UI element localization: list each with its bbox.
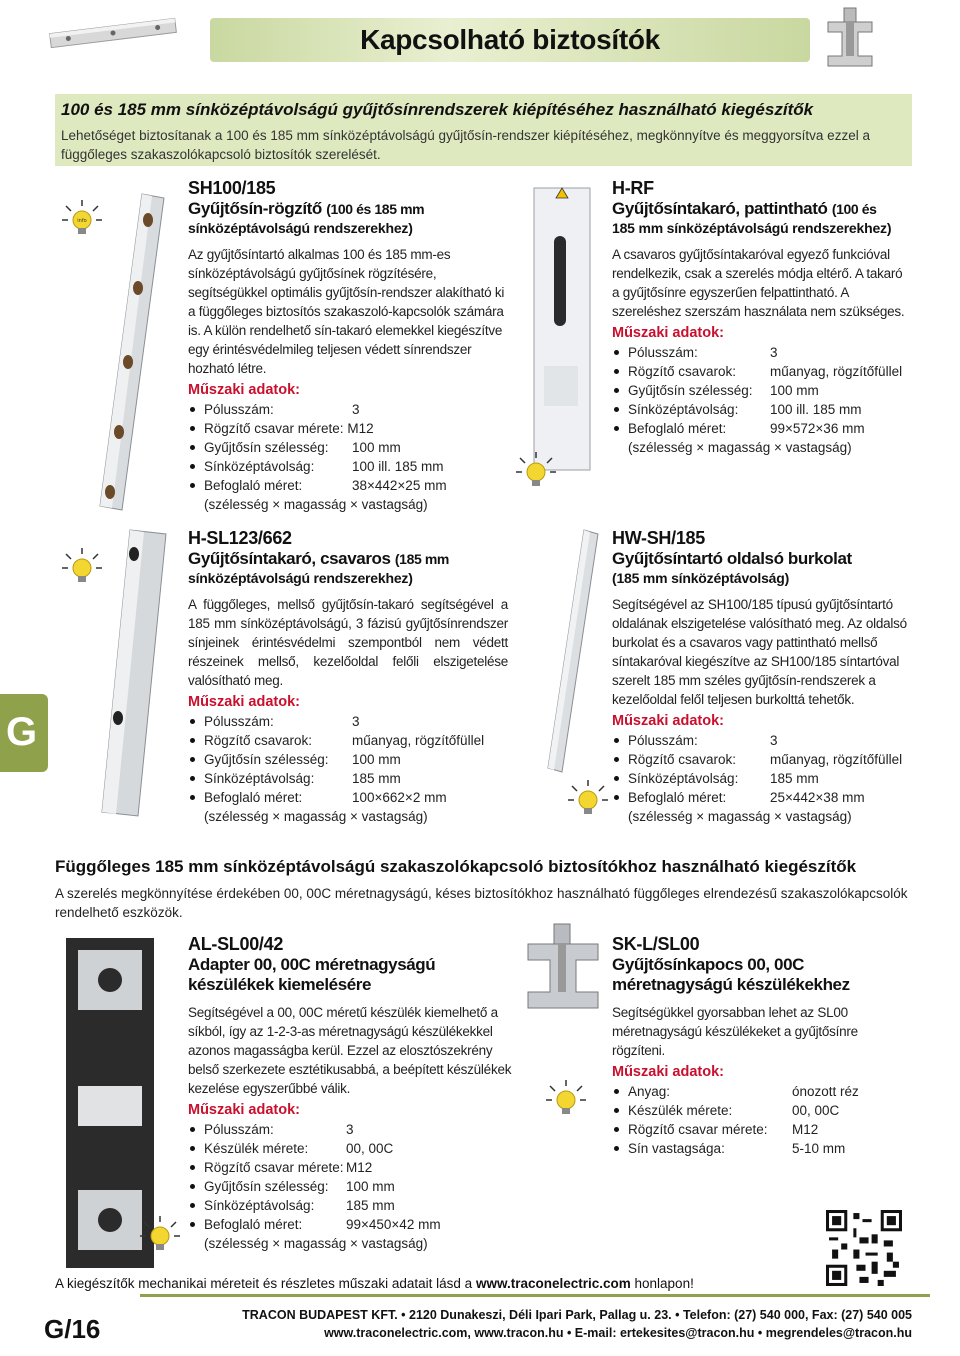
section-2 bbox=[55, 856, 912, 922]
spec-item: Sín vastagsága: 5-10 mm bbox=[612, 1139, 912, 1158]
spec-item: Pólusszám: 3 bbox=[188, 400, 508, 419]
spec-item: Rögzítő csavar mérete: M12 bbox=[188, 419, 508, 438]
product-name: Gyűjtősínkapocs 00, 00C méretnagyságú készülékekhez bbox=[612, 955, 850, 994]
spec-item: Gyűjtősín szélesség: 100 mm bbox=[188, 1177, 514, 1196]
product-subtitle: sínközéptávolságú rendszerekhez) bbox=[188, 570, 413, 586]
tech-data-label: Műszaki adatok: bbox=[188, 694, 300, 710]
product-code: AL-SL00/42 bbox=[188, 934, 284, 954]
alsl-block bbox=[188, 934, 514, 1253]
product-description: A csavaros gyűjtősíntakaróval egyező funkcióval rendelkezik, csak a szerelés módja eltérő. A takaró a gyűjtősínre egyszerűen felpattintható. A szereléshez szerszám használata nem szükséges. bbox=[612, 247, 905, 319]
spec-item: Sínközéptávolság: 100 ill. 185 mm bbox=[612, 400, 912, 419]
product-subtitle: 185 mm sínközéptávolságú rendszerekhez) bbox=[612, 220, 892, 236]
hwsh-block bbox=[612, 528, 912, 826]
spec-item: Anyag: ónozott réz bbox=[612, 1082, 912, 1101]
spec-item: Befoglaló méret: 100×662×2 mm bbox=[188, 788, 508, 807]
product-code: H-RF bbox=[612, 178, 654, 198]
lightbulb-icon bbox=[514, 450, 558, 490]
product-name: Gyűjtősíntakaró, pattintható (100 és bbox=[612, 199, 877, 218]
tech-data-label: Műszaki adatok: bbox=[612, 325, 724, 341]
spec-list bbox=[612, 1082, 912, 1158]
product-name bbox=[188, 199, 508, 219]
qr-code bbox=[826, 1210, 902, 1286]
intro-box bbox=[55, 94, 912, 166]
hsl-block bbox=[188, 528, 508, 826]
tech-data-label: Műszaki adatok: bbox=[612, 1064, 724, 1080]
hsl-product-image bbox=[96, 528, 172, 818]
hrf-block bbox=[612, 178, 912, 457]
hrf-product-image bbox=[530, 186, 594, 472]
product-code: HW-SH/185 bbox=[612, 528, 705, 548]
product-name: Gyűjtősíntakaró, csavaros (185 mm bbox=[188, 549, 449, 568]
lightbulb-icon bbox=[544, 1078, 588, 1118]
spec-item: Sínközéptávolság: 185 mm bbox=[612, 769, 912, 788]
hwsh-product-image bbox=[540, 528, 604, 774]
tech-data-label: Műszaki adatok: bbox=[188, 1102, 300, 1118]
title-bar bbox=[210, 18, 810, 62]
product-description: Segítségével a 00, 00C méretű készülék kiemelhető a síkból, így az 1-2-3-as méretnagyságú készülékekkel azonos magasságba kerül. Ezzel az elosztószekrény belső szerkezete esztétikusabbá, a beépített készülékek kezelése egyszerűbbé válik. bbox=[188, 1005, 512, 1096]
spec-item: Pólusszám: 3 bbox=[188, 1120, 514, 1139]
section-tab-letter: G bbox=[6, 710, 38, 754]
page-number: G/16 bbox=[44, 1314, 101, 1344]
product-code: SK-L/SL00 bbox=[612, 934, 700, 954]
spec-list bbox=[188, 1120, 514, 1253]
product-name: Gyűjtősíntartó oldalsó burkolat bbox=[612, 549, 852, 568]
rail-illustration bbox=[47, 12, 179, 54]
dimension-note: (szélesség × magasság × vastagság) bbox=[204, 809, 428, 824]
tech-data-label: Műszaki adatok: bbox=[612, 713, 724, 729]
product-name-text: Gyűjtősín-rögzítő bbox=[188, 199, 322, 218]
spec-item: Pólusszám: 3 bbox=[188, 712, 508, 731]
spec-list bbox=[612, 343, 912, 457]
dimension-note: (szélesség × magasság × vastagság) bbox=[628, 809, 852, 824]
spec-item: Befoglaló méret: 99×572×36 mm bbox=[612, 419, 912, 438]
product-description: Segítségével az SH100/185 típusú gyűjtősíntartó oldalának elszigetelése valósítható meg. Az oldalsó burkolat és a csavaros vagy pattintható mellső síntakaróval kiegészítve az SH100/185 síntartóval szerelt 185 mm széles gyűjtősín-rendszerek a kezelőoldal felől teljesen burkolttá tehetők. bbox=[612, 597, 907, 707]
spec-item: Rögzítő csavar mérete: M12 bbox=[612, 1120, 912, 1139]
spec-item: Készülék mérete: 00, 00C bbox=[188, 1139, 514, 1158]
spec-item: Rögzítő csavarok: műanyag, rögzítőfüllel bbox=[188, 731, 508, 750]
spec-item: Sínközéptávolság: 185 mm bbox=[188, 769, 508, 788]
section-tab bbox=[0, 694, 48, 772]
skl-block bbox=[612, 934, 912, 1158]
spec-item: Gyűjtősín szélesség: 100 mm bbox=[612, 381, 912, 400]
lightbulb-icon bbox=[566, 778, 610, 818]
company-contacts: www.traconelectric.com, www.tracon.hu • E-mail: ertekesites@tracon.hu • megrendeles@tracon.hu bbox=[324, 1326, 912, 1340]
footer-rule bbox=[140, 1294, 930, 1297]
product-code: SH100/185 bbox=[188, 178, 276, 198]
spec-item: Befoglaló méret: 38×442×25 mm bbox=[188, 476, 508, 495]
dimension-note: (szélesség × magasság × vastagság) bbox=[204, 1236, 428, 1251]
lightbulb-icon bbox=[138, 1214, 182, 1254]
page-title: Kapcsolható biztosítók bbox=[360, 24, 660, 55]
skl-product-image bbox=[518, 922, 608, 1022]
dimension-note: (szélesség × magasság × vastagság) bbox=[204, 497, 428, 512]
spec-item: Rögzítő csavar mérete: M12 bbox=[188, 1158, 514, 1177]
dimension-note: (szélesség × magasság × vastagság) bbox=[628, 440, 852, 455]
spec-item: Gyűjtősín szélesség: 100 mm bbox=[188, 750, 508, 769]
spec-item: Gyűjtősín szélesség: 100 mm bbox=[188, 438, 508, 457]
spec-item: Befoglaló méret: 99×450×42 mm bbox=[188, 1215, 514, 1234]
product-description: A függőleges, mellső gyűjtősín-takaró segítségével a 185 mm sínközéptávolságú, 3 fázisú gyűjtősínrendszer sínjeinek érintésvédelmi szempontból nem védett részeinek mellső, kezelőoldal felőli elszigetelése valósítható meg. bbox=[188, 597, 508, 688]
bulb-label: info bbox=[77, 218, 87, 224]
clamp-illustration bbox=[818, 6, 882, 72]
product-name: Adapter 00, 00C méretnagyságú készülékek kiemelésére bbox=[188, 955, 436, 994]
footnote: A kiegészítők mechanikai méreteit és részletes műszaki adatait lásd a www.traconelectric.com honlapon! bbox=[55, 1276, 694, 1291]
spec-item: Rögzítő csavarok: műanyag, rögzítőfüllel bbox=[612, 362, 912, 381]
website-link[interactable]: www.traconelectric.com bbox=[475, 1276, 631, 1291]
page-header bbox=[0, 0, 960, 85]
intro-text: Lehetőséget biztosítanak a 100 és 185 mm sínközéptávolságú gyűjtősín-rendszer kiépítéséhez, megkönnyítve és meggyorsítva ezzel a függőleges szakaszolókapcsoló biztosítók szerelését. bbox=[61, 128, 870, 162]
spec-list bbox=[612, 731, 912, 826]
product-name-note: (100 és 185 mm bbox=[326, 201, 425, 217]
product-subtitle: (185 mm sínközéptávolság) bbox=[612, 570, 790, 586]
sh100-block bbox=[188, 178, 508, 514]
page-footer bbox=[0, 1294, 960, 1356]
product-subtitle: sínközéptávolságú rendszerekhez) bbox=[188, 220, 413, 236]
intro-heading: 100 és 185 mm sínközéptávolságú gyűjtősínrendszerek kiépítéséhez használható kiegészítők bbox=[61, 100, 814, 119]
sh100-product-image bbox=[92, 192, 172, 512]
spec-item: Sínközéptávolság: 100 ill. 185 mm bbox=[188, 457, 508, 476]
product-code: H-SL123/662 bbox=[188, 528, 292, 548]
product-description: Segítségükkel gyorsabban lehet az SL00 méretnagyságú készülékeket a gyűjtősínre rögzíteni. bbox=[612, 1005, 858, 1058]
tech-data-label: Műszaki adatok: bbox=[188, 382, 300, 398]
section-2-heading: Függőleges 185 mm sínközéptávolságú szakaszolókapcsoló biztosítókhoz használható kiegészítők bbox=[55, 857, 857, 876]
spec-item: Pólusszám: 3 bbox=[612, 343, 912, 362]
spec-item: Rögzítő csavarok: műanyag, rögzítőfüllel bbox=[612, 750, 912, 769]
section-2-text: A szerelés megkönnyítése érdekében 00, 00C méretnagyságú, késes biztosítókhoz használható függőleges elrendezésű szakaszolókapcsolók rendelhető eszközök. bbox=[55, 886, 908, 920]
company-address: TRACON BUDAPEST KFT. • 2120 Dunakeszi, Déli Ipari Park, Pallag u. 23. • Telefon: (27) 540 000, Fax: (27) 540 005 bbox=[242, 1308, 912, 1322]
spec-list bbox=[188, 712, 508, 826]
product-description: Az gyűjtősíntartó alkalmas 100 és 185 mm-es sínközéptávolságú gyűjtősínek rögzítésére, segítségükkel optimális gyűjtősín-rendszer alakítható ki a függőleges biztosítós szakaszoló-kapcsolók számára is. A külön rendelhető sín-takaró elemekkel kiegészítve egy érintésvédelmileg teljesen védett sínrendszer hozható létre. bbox=[188, 247, 505, 376]
spec-list bbox=[188, 400, 508, 514]
spec-item: Befoglaló méret: 25×442×38 mm bbox=[612, 788, 912, 807]
spec-item: Pólusszám: 3 bbox=[612, 731, 912, 750]
spec-item: Sínközéptávolság: 185 mm bbox=[188, 1196, 514, 1215]
spec-item: Készülék mérete: 00, 00C bbox=[612, 1101, 912, 1120]
